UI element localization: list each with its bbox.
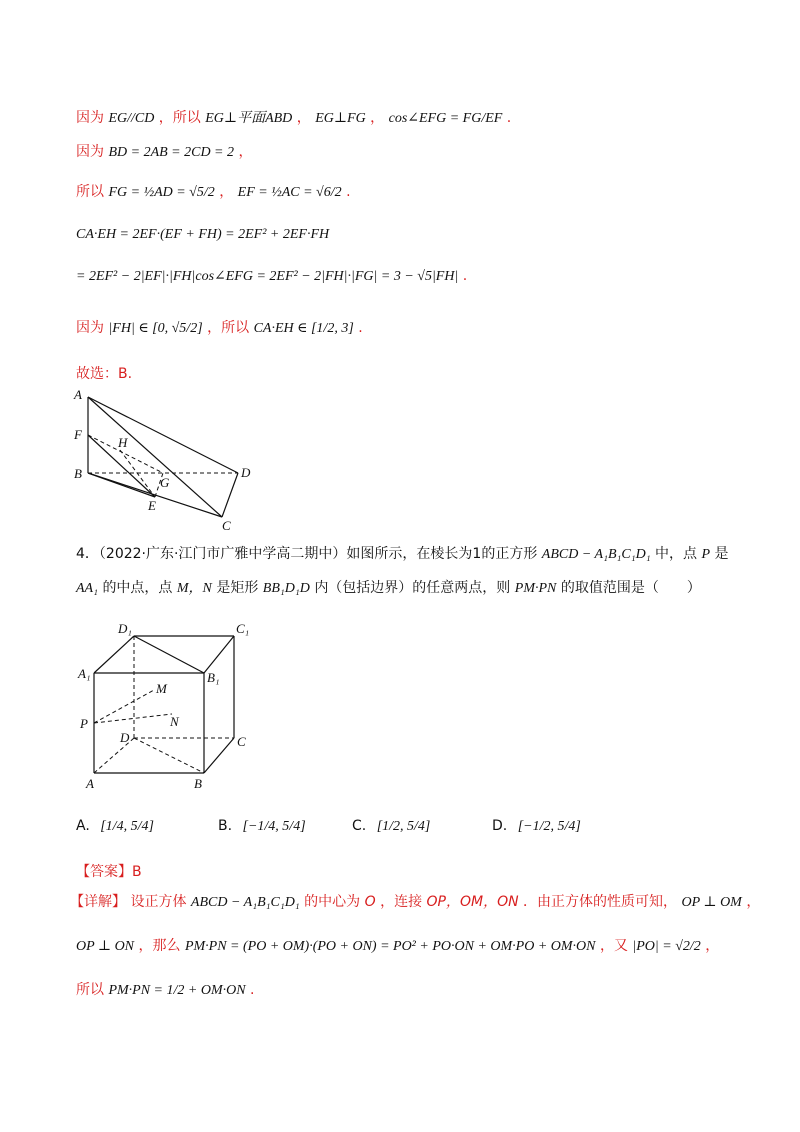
question-4-text: 4．（2022·广东·江门市广雅中学高二期中）如图所示，在棱长为1的正方形 (76, 546, 538, 562)
detail-text: 设正方体 (130, 894, 187, 910)
option-c-label: C. (352, 818, 367, 834)
math-ca-dot-eh: CA·EH = 2EF·(EF + FH) = 2EF² + 2EF·FH (76, 227, 330, 242)
option-c-value: [1/2, 5/4] (376, 819, 431, 834)
edge-pm-dashed (94, 690, 154, 723)
text-therefore: ，所以 (207, 320, 250, 336)
question-text: 内（包括边界）的任意两点，则 (314, 580, 511, 596)
math-po-length: |PO| = √2/2 (632, 939, 701, 954)
answer-value: B (132, 864, 142, 880)
comma: ， (296, 110, 311, 126)
solution-line-1 (76, 108, 511, 129)
question-4-line-1 (76, 544, 729, 565)
comma: ， (219, 184, 234, 200)
label-d: D (120, 730, 130, 745)
label-a: A (74, 387, 82, 402)
detail-tag: 【详解】 (70, 894, 126, 910)
comma: ， (705, 938, 720, 954)
text-because: 因为 (76, 320, 104, 336)
period: . (250, 982, 255, 998)
label-d: D (241, 465, 251, 480)
text-because: 因为 (76, 110, 104, 126)
label-p: P (80, 716, 88, 731)
math-op-perp-on: OP ⊥ ON (76, 939, 135, 954)
solution-line-4 (76, 224, 329, 245)
edge-a1d1 (94, 636, 134, 673)
math-op-perp-om: OP ⊥ OM (681, 895, 742, 910)
math-mn: M，N (176, 581, 212, 596)
label-a1: A₁ (78, 666, 91, 681)
label-c: C (237, 734, 246, 749)
math-expansion: = 2EF² − 2|EF|·|FH|cos∠EFG = 2EF² − 2|FH|·|FG| = 3 − √5|FH| (76, 269, 459, 284)
edge-bc (204, 738, 234, 773)
solution-line-6 (76, 318, 363, 339)
option-b-value: [−1/4, 5/4] (242, 819, 306, 834)
answer-line (76, 862, 142, 882)
label-f: F (74, 427, 82, 442)
edge-d1b1 (134, 636, 204, 673)
option-c[interactable] (352, 818, 430, 835)
math-point-p: P (701, 547, 711, 562)
text-therefore: 所以 (76, 184, 104, 200)
option-d[interactable] (492, 818, 581, 835)
option-b[interactable] (218, 818, 306, 835)
label-m: M (156, 681, 167, 696)
question-text: 中，点 (655, 546, 698, 562)
label-b1: B₁ (207, 670, 220, 685)
detail-text: 所以 (76, 982, 104, 998)
label-c: C (222, 518, 231, 533)
label-b: B (194, 776, 202, 791)
figure-tetrahedron (60, 385, 270, 535)
question-text: 的取值范围是（ ） (560, 580, 701, 596)
math-result-range: CA·EH ∈ [1/2, 3] (253, 321, 354, 336)
edge-be (88, 473, 155, 497)
edge-b1c1 (204, 636, 234, 673)
question-text: 是矩形 (216, 580, 259, 596)
math-cos-efg: cos∠EFG = FG/EF (388, 111, 503, 126)
option-a[interactable] (76, 818, 154, 835)
solution-line-2 (76, 142, 252, 163)
text-because: 因为 (76, 144, 104, 160)
math-cube-name: ABCD − A₁B₁C₁D₁ (190, 895, 300, 910)
edge-ad (88, 397, 238, 473)
math-eg-perp-plane: EG⊥平面ABD (205, 111, 293, 126)
period: . (346, 184, 351, 200)
detail-text: 的中心为 (304, 894, 361, 910)
detail-line-3 (76, 980, 254, 1001)
period: . (462, 268, 468, 284)
question-text: 的中点，点 (102, 580, 173, 596)
detail-text: ，那么 (138, 938, 181, 954)
option-a-value: [1/4, 5/4] (100, 819, 154, 834)
solution-line-3 (76, 182, 351, 203)
text-therefore: ，所以 (158, 110, 201, 126)
label-n: N (170, 714, 179, 729)
detail-line-2 (76, 936, 719, 957)
comma: ， (370, 110, 385, 126)
question-4-line-2 (76, 578, 701, 599)
option-b-label: B. (218, 818, 233, 834)
math-pm-dot-pn: PM·PN (514, 581, 557, 596)
comma: ， (746, 894, 761, 910)
math-fg-value: FG = ½AD = √5/2 (108, 185, 215, 200)
label-h: H (118, 435, 128, 450)
label-c1: C₁ (236, 621, 250, 636)
question-text: 是 (714, 546, 729, 562)
answer-tag: 【答案】 (76, 864, 132, 880)
answer-choice-text: 故选：B. (76, 366, 133, 382)
detail-text: ，又 (599, 938, 628, 954)
edge-dc (222, 473, 238, 517)
label-d1: D₁ (118, 621, 132, 636)
detail-line-1 (70, 892, 760, 913)
math-rectangle: BB₁D₁D (262, 581, 310, 596)
comma: ， (238, 144, 253, 160)
option-a-label: A. (76, 818, 90, 834)
detail-segments: OP，OM，ON (426, 894, 519, 910)
solution-line-5 (76, 266, 467, 287)
label-a: A (86, 776, 94, 791)
edge-pn-dashed (94, 714, 172, 723)
option-d-value: [−1/2, 5/4] (517, 819, 581, 834)
math-aa1: AA₁ (76, 581, 98, 596)
edge-db-dashed (134, 738, 204, 773)
figure-cube (72, 618, 262, 794)
period: . (506, 110, 512, 126)
math-bd-relation: BD = 2AB = 2CD = 2 (108, 145, 235, 160)
period: . (358, 320, 363, 336)
solution-line-7 (76, 364, 132, 384)
math-cube-name: ABCD − A₁B₁C₁D₁ (541, 547, 651, 562)
math-final-expression: PM·PN = 1/2 + OM·ON (108, 983, 246, 998)
math-pm-pn-expand: PM·PN = (PO + OM)·(PO + ON) = PO² + PO·ON + OM·PO + OM·ON (184, 939, 596, 954)
math-fh-range: |FH| ∈ [0, √5/2] (108, 321, 203, 336)
detail-center-o: O (364, 894, 376, 910)
option-d-label: D. (492, 818, 508, 834)
detail-text: ．由正方体的性质可知， (523, 894, 678, 910)
label-b: B (74, 466, 82, 481)
label-e: E (148, 498, 156, 513)
label-g: G (160, 475, 170, 490)
detail-text: ，连接 (380, 894, 423, 910)
math-eg-parallel-cd: EG//CD (108, 111, 155, 126)
math-ef-value: EF = ½AC = √6/2 (237, 185, 342, 200)
math-eg-perp-fg: EG⊥FG (315, 111, 366, 126)
